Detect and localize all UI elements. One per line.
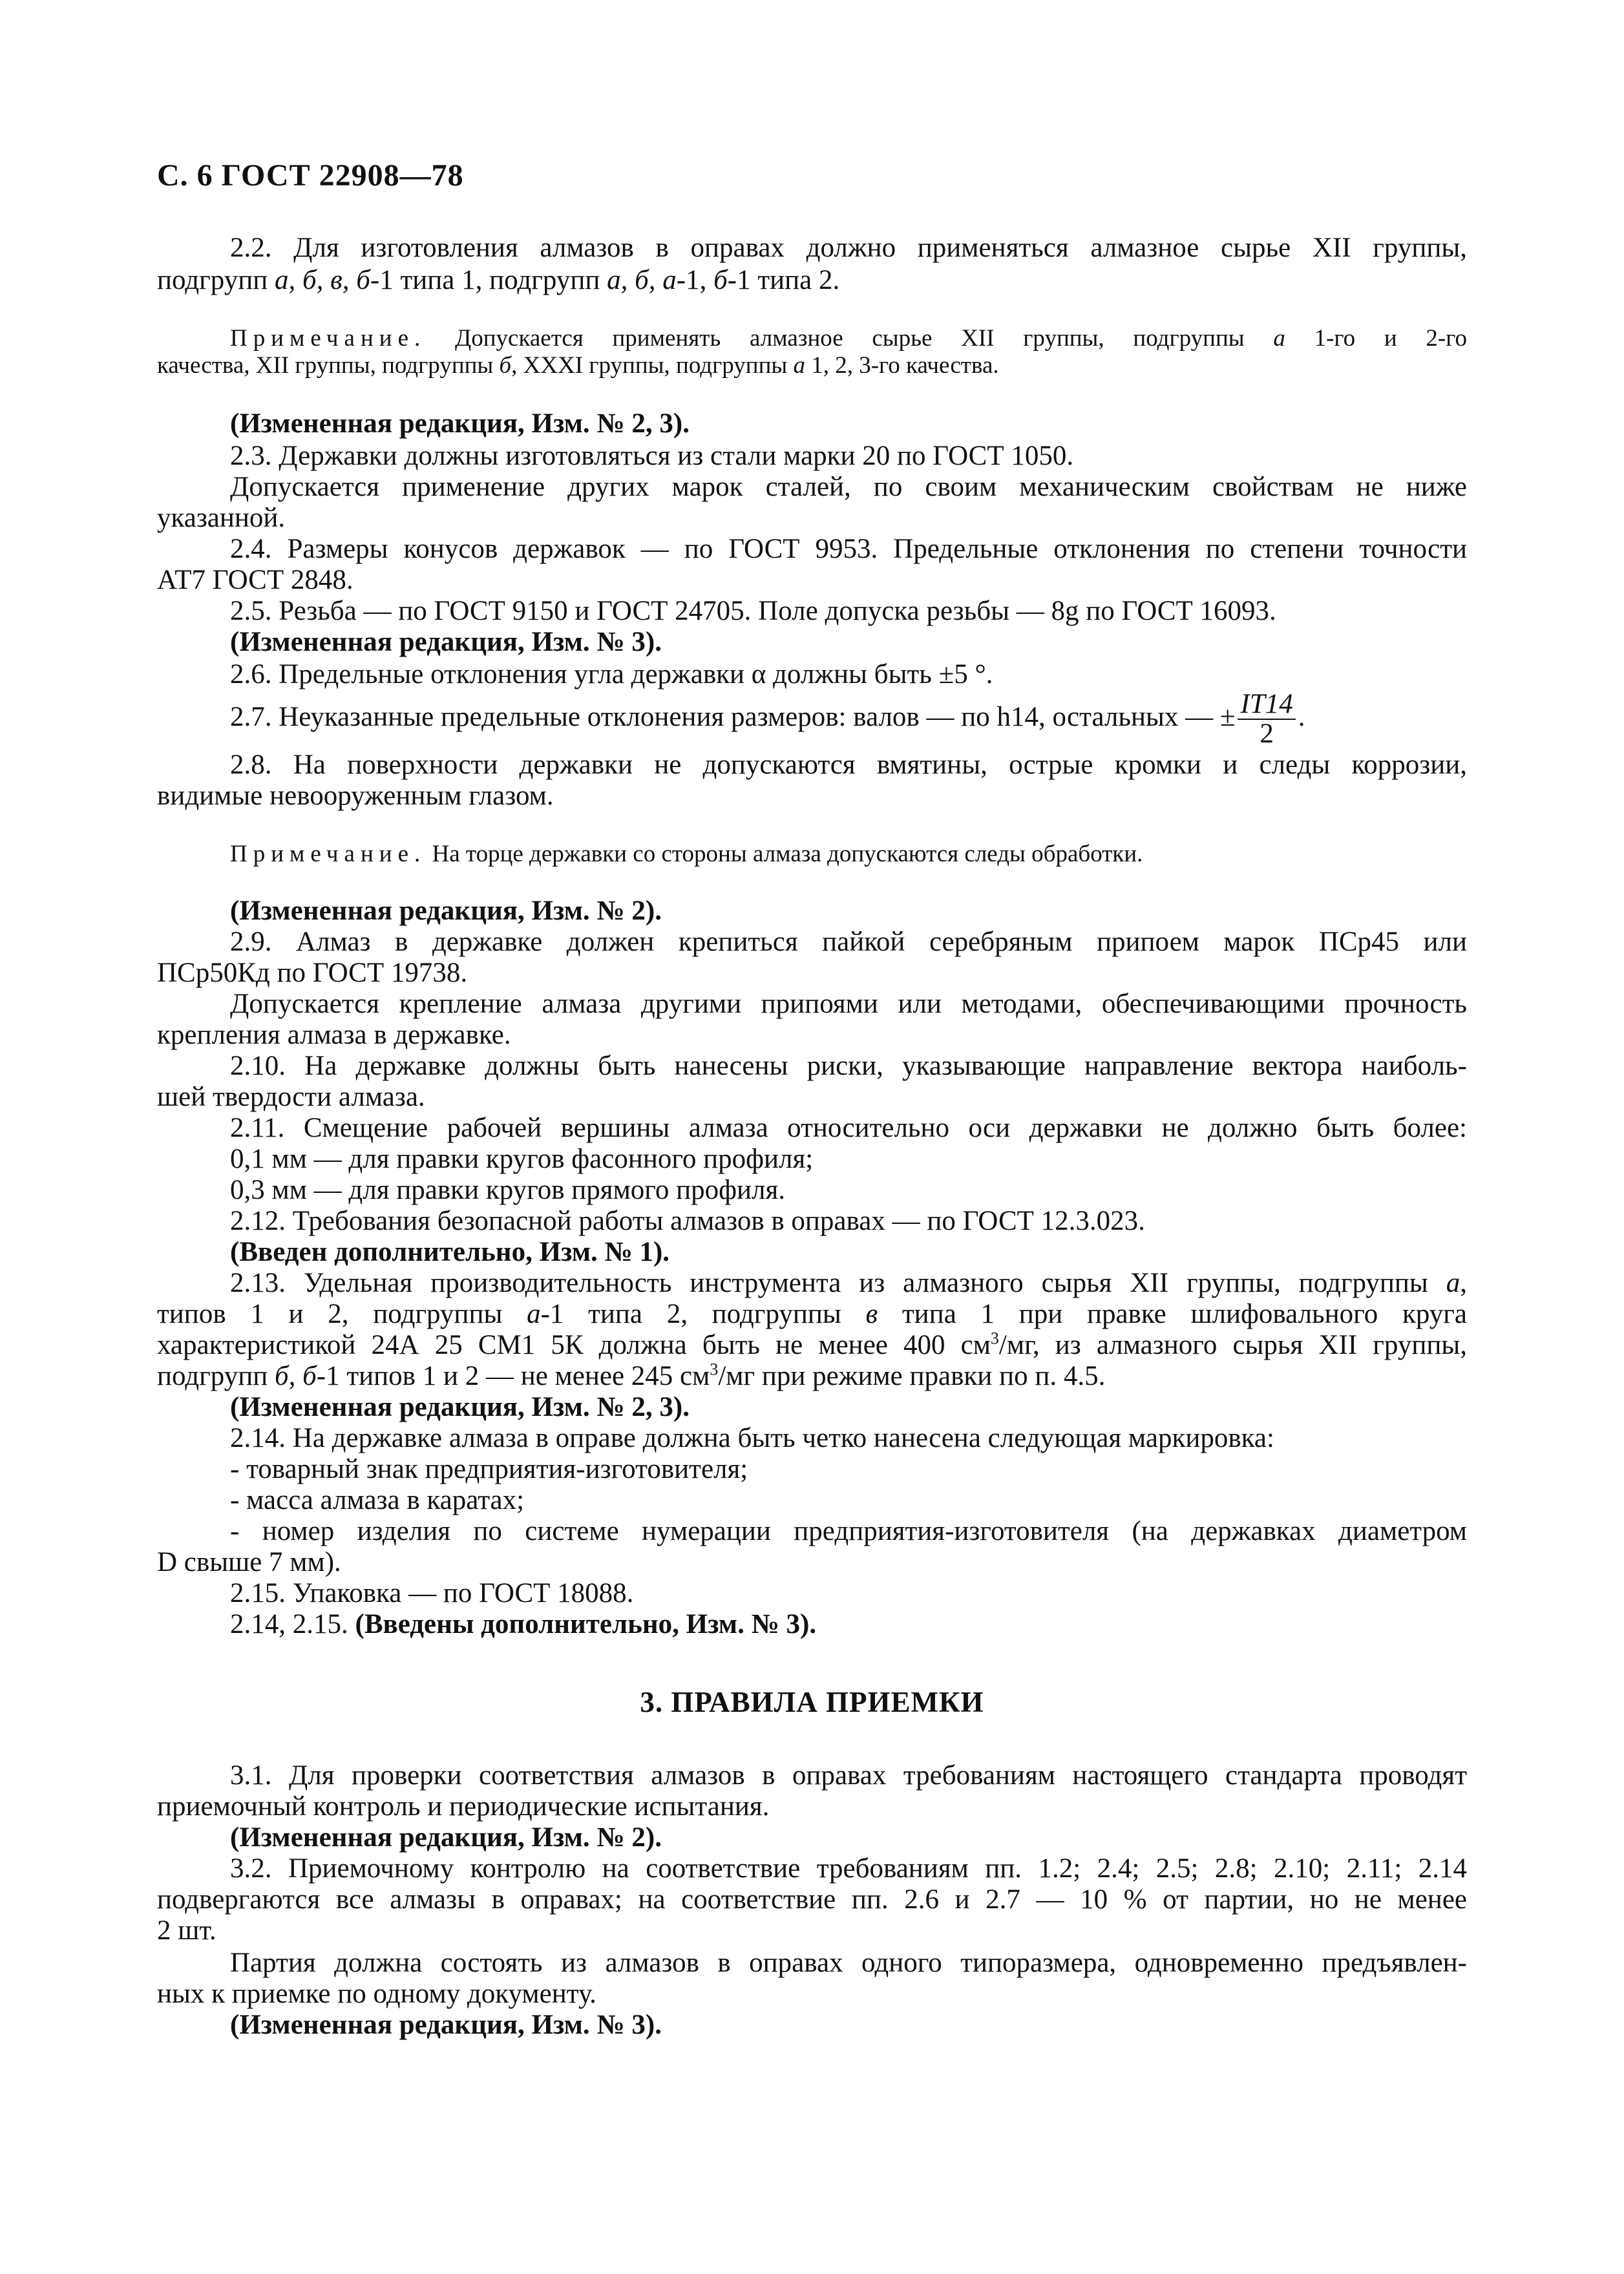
para-2-9-line-2: ПСр50Кд по ГОСТ 19738.	[157, 958, 468, 988]
para-2-14-line-3: - масса алмаза в каратах;	[230, 1485, 525, 1515]
para-2-3-line-2: Допускается применение других марок сталей, по своим механическим свойствам не ниже	[230, 472, 1467, 502]
amendment-note: (Измененная редакция, Изм. № 2, 3).	[230, 1392, 690, 1422]
para-2-11-line-3: 0,3 мм — для правки кругов прямого профиля.	[230, 1175, 785, 1205]
para-2-11-line-1: 2.11. Смещение рабочей вершины алмаза относительно оси державки не должно быть более:	[230, 1113, 1467, 1143]
para-2-2-line-1: 2.2. Для изготовления алмазов в оправах должно применяться алмазное сырье XII группы,	[230, 233, 1467, 263]
para-2-8-line-1: 2.8. На поверхности державки не допускаются вмятины, острые кромки и следы коррозии,	[230, 750, 1467, 780]
para-2-8-line-2: видимые невооруженным глазом.	[157, 781, 554, 811]
para-2-7: 2.7. Неуказанные предельные отклонения размеров: валов — по h14, остальных — ± $\frac{IT14}{2}$ .	[230, 689, 1305, 750]
amendment-note: (Измененная редакция, Изм. № 3).	[230, 2010, 662, 2040]
note-1-line-2: качества, XII группы, подгруппы б, XXXI группы, подгруппы а 1, 2, 3-го качества.	[157, 352, 999, 379]
para-2-13-line-2: типов 1 и 2, подгруппы а-1 типа 2, подгруппы в типа 1 при правке шлифовального круга	[157, 1299, 1468, 1329]
para-2-10-line-2: шей твердости алмаза.	[157, 1082, 425, 1112]
para-2-10-line-1: 2.10. На державке должны быть нанесены риски, указывающие направление вектора наиболь-	[230, 1051, 1467, 1081]
para-2-14-line-5: D свыше 7 мм).	[157, 1547, 341, 1577]
para-2-14-line-1: 2.14. На державке алмаза в оправе должна быть четко нанесена следующая маркировка:	[230, 1423, 1274, 1453]
para-2-11-line-2: 0,1 мм — для правки кругов фасонного профиля;	[230, 1144, 814, 1174]
para-3-2-line-2: подвергаются все алмазы в оправах; на соответствие пп. 2.6 и 2.7 — 10 % от партии, но не менее	[157, 1884, 1467, 1915]
para-2-14-line-4: - номер изделия по системе нумерации предприятия-изготовителя (на державках диаметром	[230, 1516, 1467, 1546]
amendment-note: (Введен дополнительно, Изм. № 1).	[230, 1237, 670, 1267]
fraction-it14-over-2: $\frac{IT14}{2}$	[1238, 690, 1295, 748]
para-3-2-line-1: 3.2. Приемочному контролю на соответствие требованиям пп. 1.2; 2.4; 2.5; 2.8; 2.10; 2.11; 2.14	[230, 1853, 1467, 1884]
para-2-9-line-4: крепления алмаза в державке.	[157, 1020, 511, 1050]
section-3-title: 3. ПРАВИЛА ПРИЕМКИ	[640, 1686, 984, 1718]
para-2-2-line-2: подгрупп а, б, в, б-1 типа 1, подгрупп а, б, а-1, б-1 типа 2.	[157, 265, 840, 295]
para-2-3-line-1: 2.3. Державки должны изготовляться из стали марки 20 по ГОСТ 1050.	[230, 441, 1074, 471]
para-3-2-line-5: ных к приемке по одному документу.	[157, 1979, 596, 2009]
amendment-note: (Измененная редакция, Изм. № 2).	[230, 896, 662, 926]
page-header: С. 6 ГОСТ 22908—78	[157, 158, 464, 193]
para-2-9-line-1: 2.9. Алмаз в державке должен крепиться пайкой серебряным припоем марок ПСр45 или	[230, 927, 1467, 957]
para-3-2-line-4: Партия должна состоять из алмазов в оправах одного типоразмера, одновременно предъявлен-	[230, 1948, 1467, 1978]
para-2-14-line-2: - товарный знак предприятия-изготовителя;	[230, 1454, 748, 1484]
amendment-note: (Измененная редакция, Изм. № 2, 3).	[230, 408, 690, 439]
para-2-4-line-1: 2.4. Размеры конусов державок — по ГОСТ 9953. Предельные отклонения по степени точности	[230, 534, 1467, 564]
amendment-note: 2.14, 2.15. (Введены дополнительно, Изм. № 3).	[230, 1609, 817, 1639]
para-2-15: 2.15. Упаковка — по ГОСТ 18088.	[230, 1578, 634, 1608]
para-2-12: 2.12. Требования безопасной работы алмазов в оправах — по ГОСТ 12.3.023.	[230, 1206, 1145, 1236]
para-2-13-line-1: 2.13. Удельная производительность инструмента из алмазного сырья XII группы, подгруппы а,	[230, 1268, 1467, 1298]
para-2-13-line-3: характеристикой 24А 25 СМ1 5К должна быть не менее 400 $см^3/мг$, из алмазного сырья XII группы,	[157, 1329, 1467, 1360]
para-2-9-line-3: Допускается крепление алмаза другими припоями или методами, обеспечивающими прочность	[230, 989, 1467, 1019]
para-3-1-line-1: 3.1. Для проверки соответствия алмазов в оправах требованиям настоящего стандарта проводят	[230, 1760, 1467, 1791]
amendment-note: (Измененная редакция, Изм. № 2).	[230, 1822, 662, 1853]
para-2-3-line-3: указанной.	[157, 503, 286, 533]
para-2-13-line-4: подгрупп б, б-1 типов 1 и 2 — не менее 245 $см^3/мг$ при режиме правки по п. 4.5.	[157, 1360, 1106, 1391]
note-2: Примечание. На торце державки со стороны алмаза допускаются следы обработки.	[230, 841, 1143, 867]
para-3-1-line-2: приемочный контроль и периодические испытания.	[157, 1791, 770, 1822]
para-2-6: 2.6. Предельные отклонения угла державки α должны быть ±5 °.	[230, 659, 993, 690]
note-1-line-1: Примечание. Допускается применять алмазное сырье XII группы, подгруппы а 1-го и 2-го	[230, 325, 1467, 352]
amendment-note: (Измененная редакция, Изм. № 3).	[230, 627, 662, 657]
para-3-2-line-3: 2 шт.	[157, 1915, 216, 1946]
para-2-5: 2.5. Резьба — по ГОСТ 9150 и ГОСТ 24705. Поле допуска резьбы — 8g по ГОСТ 16093.	[230, 596, 1276, 626]
para-2-4-line-2: АТ7 ГОСТ 2848.	[157, 565, 353, 595]
